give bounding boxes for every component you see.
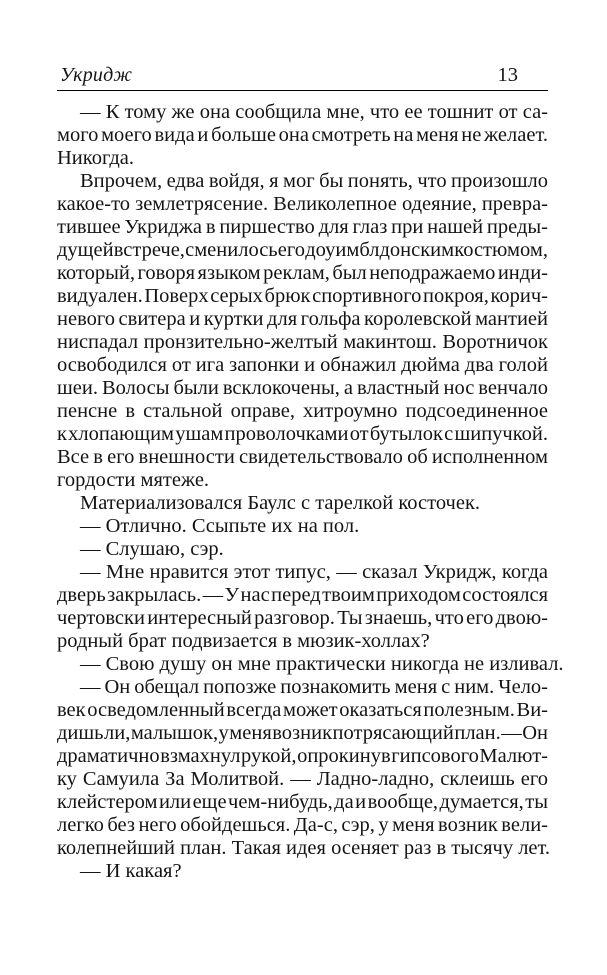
text-line: шеи. Волосы были всклокочены, а властный нос венчало — [57, 377, 548, 399]
text-line: Впрочем, едва войдя, я мог бы понять, что произошло — [80, 170, 548, 192]
page-number: 13 — [497, 64, 518, 86]
text-line: родный брат подвизается в мюзик-холлах? — [57, 630, 430, 652]
text-line: век осведомленный всегда может оказаться полезным. Ви- — [57, 699, 548, 721]
text-line: Материализовался Баулс с тарелкой косточек. — [80, 492, 481, 514]
text-line: дишь ли, малышок, у меня возник потрясающий план. — Он — [57, 722, 548, 744]
paragraph — [57, 492, 548, 515]
text-line: Все в его внешности свидетельствовало об исполненном — [57, 446, 548, 468]
text-line: — И какая? — [80, 860, 182, 882]
paragraph — [57, 538, 548, 561]
paragraph — [57, 676, 551, 860]
text-line: легко без него обойдешься. Да-с, сэр, у меня возник вели- — [57, 814, 548, 836]
text-line: видуален. Поверх серых брюк спортивного покроя, корич- — [57, 285, 548, 307]
text-line: ку Самуила За Молитвой. — Ладно-ладно, склеишь его — [57, 768, 548, 790]
text-line: который, говоря языком реклам, был неподражаемо инди- — [57, 262, 548, 284]
text-line: — Слушаю, сэр. — [80, 538, 224, 560]
paragraph — [57, 515, 548, 538]
body-text — [57, 101, 564, 883]
text-line: невого свитера и куртки для гольфа королевской мантией — [57, 308, 548, 330]
text-line: освободился от ига запонки и обнажил дюйма два голой — [57, 354, 548, 376]
text-line: чертовски интересный разговор. Ты знаешь, что его двою- — [57, 607, 548, 629]
text-line: дверь закрылась. — У нас перед твоим приходом состоялся — [57, 584, 548, 606]
text-line: — Мне нравится этот типус, — сказал Укридж, когда — [80, 561, 548, 583]
text-line: драматично взмахнул рукой, опрокинув гипсового Малют- — [57, 745, 548, 767]
text-line: колепнейший план. Такая идея осеняет раз в тысячу лет. — [57, 837, 551, 859]
text-line: — Свою душу он мне практически никогда не изливал. — [80, 653, 564, 675]
paragraph — [57, 101, 548, 170]
text-line: — Он обещал попозже познакомить меня с ним. Чело- — [80, 676, 548, 698]
paragraph — [57, 653, 564, 676]
text-line: — К тому же она сообщила мне, что ее тошнит от са- — [80, 101, 548, 123]
running-title: Укридж — [60, 64, 133, 86]
text-line: гордости мятеже. — [57, 469, 210, 491]
text-line: дущей встрече, сменилось его доуимблдонским костюмом, — [57, 239, 548, 261]
header-rule — [57, 90, 548, 91]
text-line: пенсне в стальной оправе, хитроумно подсоединенное — [57, 400, 548, 422]
text-line: какое-то землетрясение. Великолепное одеяние, превра- — [57, 193, 548, 215]
text-line: Никогда. — [57, 147, 134, 169]
text-line: к хлопающим ушам проволочками от бутылок с шипучкой. — [57, 423, 548, 445]
page-header — [57, 64, 548, 86]
paragraph — [57, 860, 548, 883]
paragraph — [57, 561, 548, 653]
text-line: ниспадал пронзительно-желтый макинтош. Воротничок — [57, 331, 548, 353]
text-line: — Отлично. Ссыпьте их на пол. — [80, 515, 360, 537]
text-line: мого моего вида и больше она смотреть на меня не желает. — [57, 124, 548, 146]
text-line: клейстером или еще чем-нибудь, да и вообще, думается, ты — [57, 791, 548, 813]
text-line: тившее Укриджа в пиршество для глаз при нашей преды- — [57, 216, 548, 238]
paragraph — [57, 170, 548, 492]
